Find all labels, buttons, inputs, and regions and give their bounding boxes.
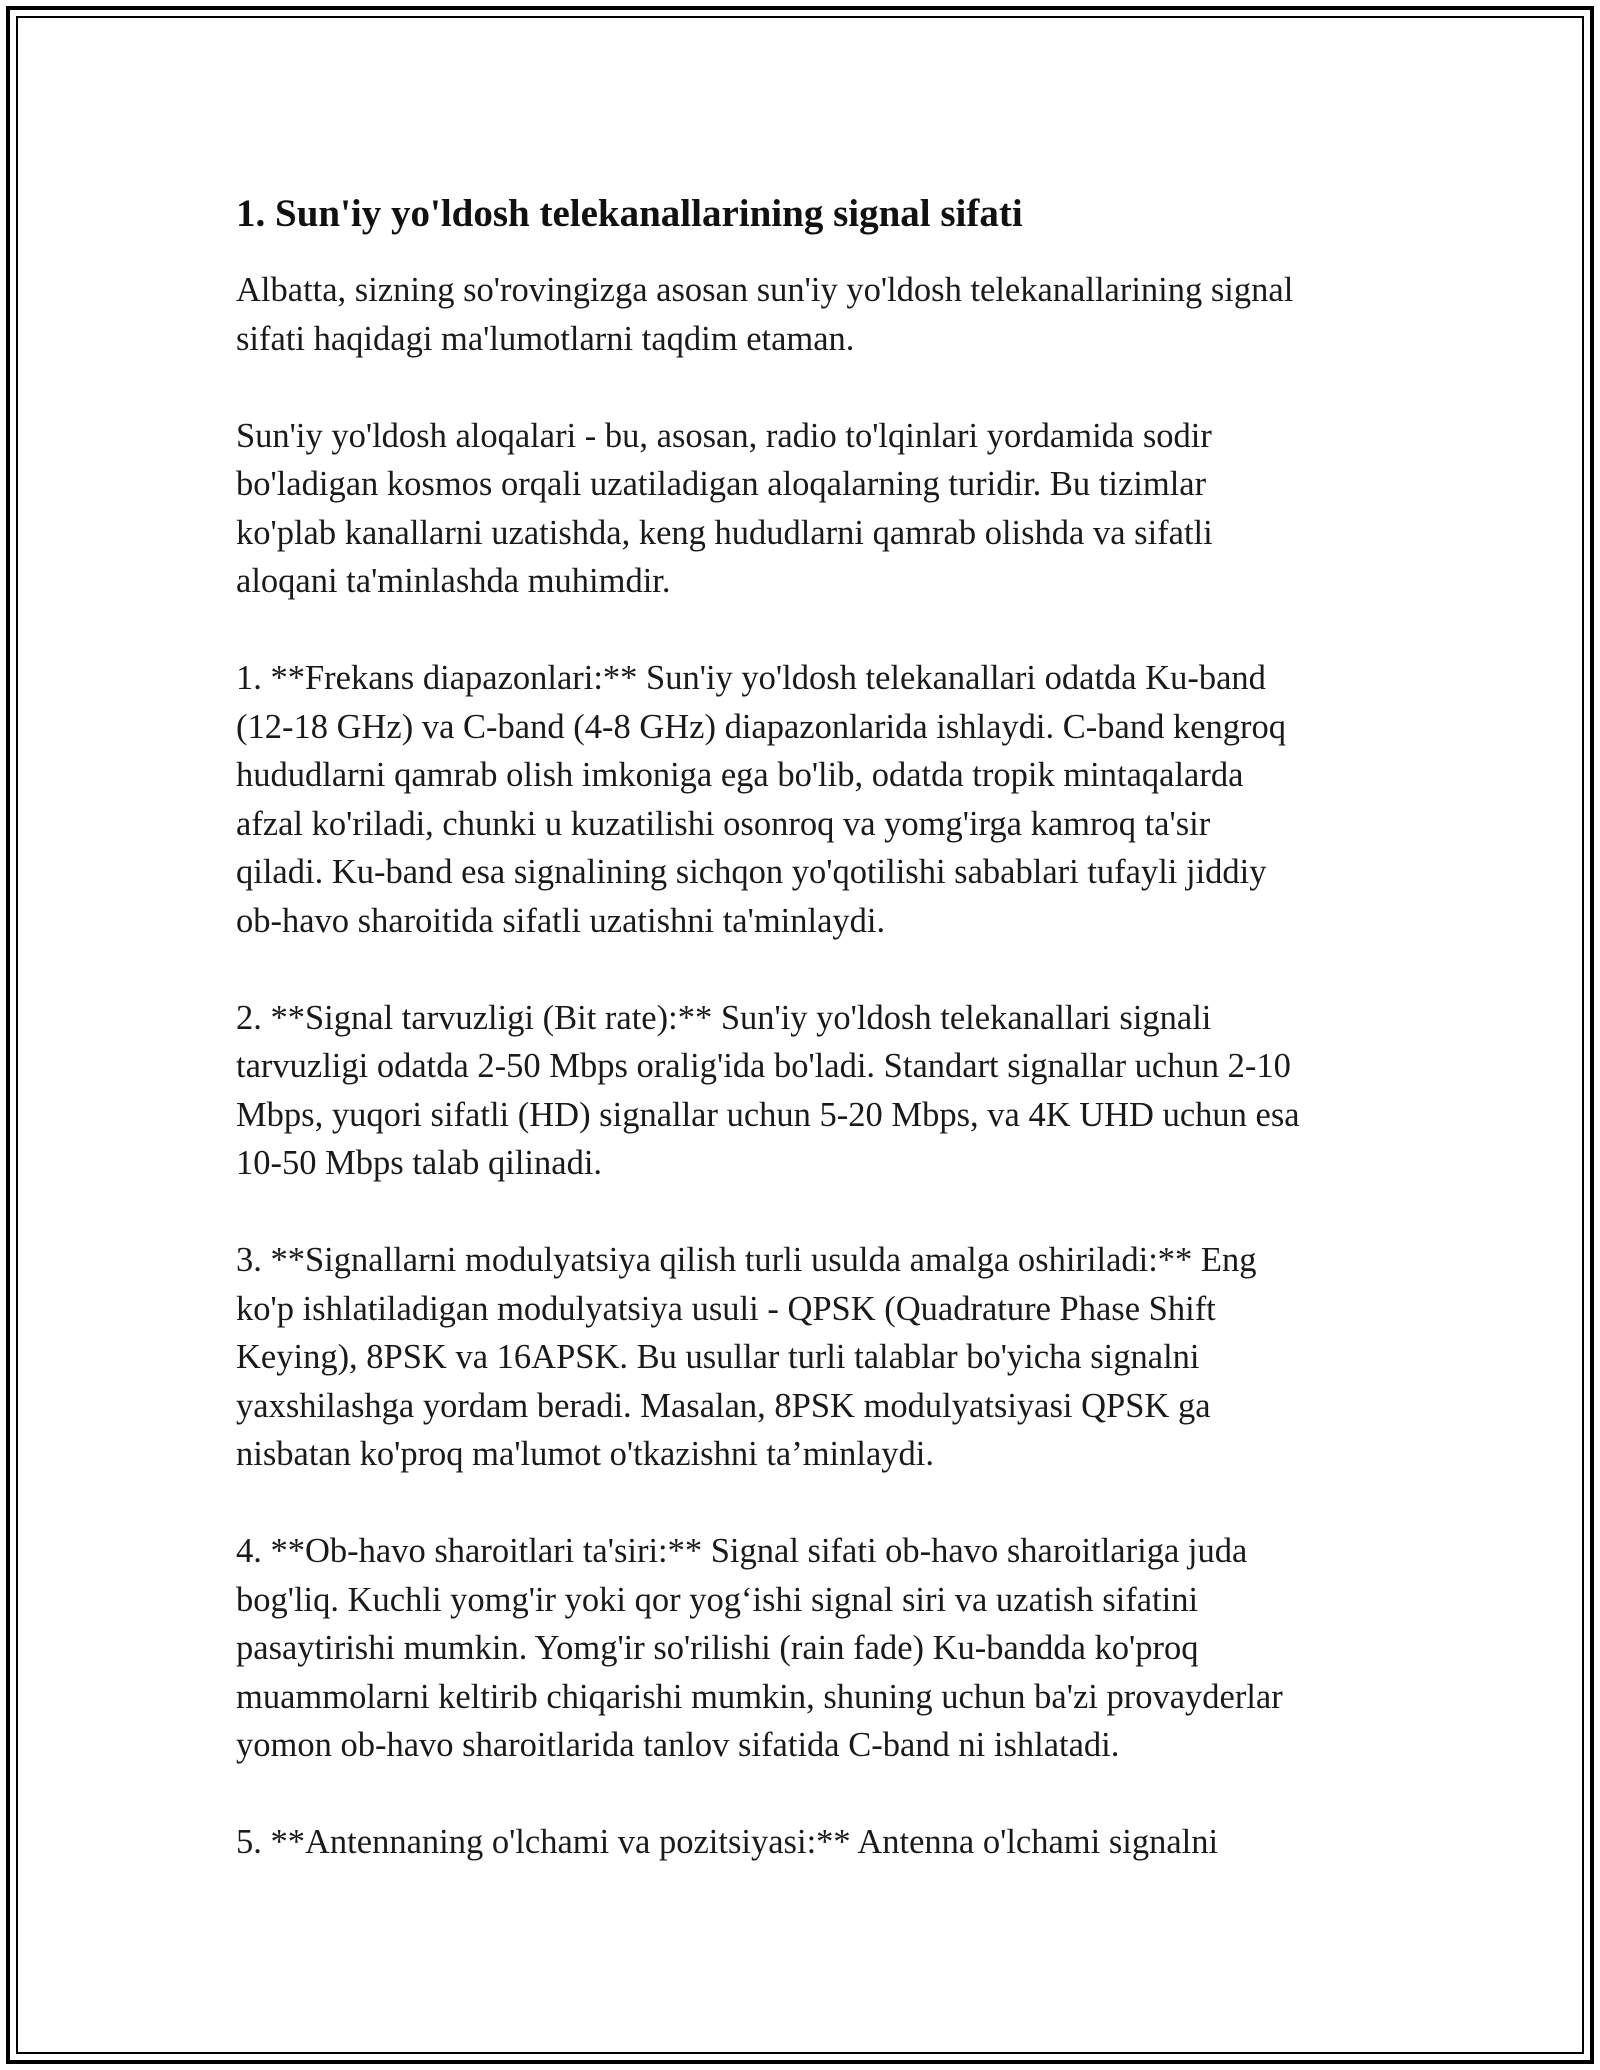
text-line: (12-18 GHz) va C-band (4-8 GHz) diapazonlarida ishlaydi. C-band kengroq	[236, 707, 1287, 746]
text-line: qiladi. Ku-band esa signalining sichqon yo'qotilishi sabablari tufayli jiddiy	[236, 853, 1267, 891]
text-line: bo'ladigan kosmos orqali uzatiladigan aloqalarning turidir. Bu tizimlar	[236, 465, 1207, 503]
text-line: tarvuzligi odatda 2-50 Mbps oralig'ida bo'ladi. Standart signallar uchun 2-10	[236, 1047, 1291, 1085]
text-line: 10-50 Mbps talab qilinadi.	[236, 1144, 603, 1182]
text-line: hududlarni qamrab olish imkoniga ega bo'lib, odatda tropik mintaqalarda	[236, 756, 1244, 794]
text-line: 1. **Frekans diapazonlari:** Sun'iy yo'ldosh telekanallari odatda Ku-band	[236, 659, 1266, 697]
text-line: pasaytirishi mumkin. Yomg'ir so'rilishi (rain fade) Ku-bandda ko'proq	[236, 1629, 1199, 1667]
paragraph-item-3	[236, 1236, 1376, 1479]
text-line: Mbps, yuqori sifatli (HD) signallar uchun 5-20 Mbps, va 4K UHD uchun esa	[236, 1095, 1300, 1134]
paragraph-item-5	[236, 1818, 1376, 1867]
text-line: sifati haqidagi ma'lumotlarni taqdim etaman.	[236, 319, 855, 358]
text-line: muammolarni keltirib chiqarishi mumkin, shuning uchun ba'zi provayderlar	[236, 1677, 1283, 1716]
text-line: afzal ko'riladi, chunki u kuzatilishi osonroq va yomg'irga kamroq ta'sir	[236, 804, 1211, 843]
text-line: yomon ob-havo sharoitlarida tanlov sifatida C-band ni ishlatadi.	[236, 1726, 1120, 1764]
text-line: ko'plab kanallarni uzatishda, keng hududlarni qamrab olishda va sifatli	[236, 513, 1213, 552]
paragraph-intro	[236, 266, 1376, 363]
text-line: Keying), 8PSK va 16APSK. Bu usullar turli talablar bo'yicha signalni	[236, 1338, 1200, 1376]
paragraph-item-4	[236, 1527, 1376, 1770]
text-line: nisbatan ko'proq ma'lumot o'tkazishni ta’minlaydi.	[236, 1435, 934, 1473]
text-line: 2. **Signal tarvuzligi (Bit rate):** Sun'iy yo'ldosh telekanallari signali	[236, 998, 1212, 1037]
text-line: 4. **Ob-havo sharoitlari ta'siri:** Signal sifati ob-havo sharoitlariga juda	[236, 1532, 1248, 1570]
text-line: bog'liq. Kuchli yomg'ir yoki qor yog‘ishi signal siri va uzatish sifatini	[236, 1580, 1199, 1619]
text-line: yaxshilashga yordam beradi. Masalan, 8PSK modulyatsiyasi QPSK ga	[236, 1386, 1211, 1425]
paragraph-item-1	[236, 654, 1376, 945]
text-line: aloqani ta'minlashda muhimdir.	[236, 562, 671, 600]
text-line: Albatta, sizning so'rovingizga asosan sun'iy yo'ldosh telekanallarining signal	[236, 271, 1294, 309]
document-title: 1. Sun'iy yo'ldosh telekanallarining signal sifati	[236, 192, 1023, 235]
paragraph-overview	[236, 412, 1376, 606]
text-line: ob-havo sharoitida sifatli uzatishni ta'minlaydi.	[236, 901, 886, 940]
text-line: 3. **Signallarni modulyatsiya qilish turli usulda amalga oshiriladi:** Eng	[236, 1241, 1257, 1279]
text-line: 5. **Antennaning o'lchami va pozitsiyasi:** Antenna o'lchami signalni	[236, 1823, 1219, 1861]
document-body	[236, 186, 1376, 1915]
text-line: Sun'iy yo'ldosh aloqalari - bu, asosan, radio to'lqinlari yordamida sodir	[236, 416, 1212, 455]
paragraph-item-2	[236, 994, 1376, 1188]
text-line: ko'p ishlatiladigan modulyatsiya usuli - QPSK (Quadrature Phase Shift	[236, 1289, 1216, 1328]
